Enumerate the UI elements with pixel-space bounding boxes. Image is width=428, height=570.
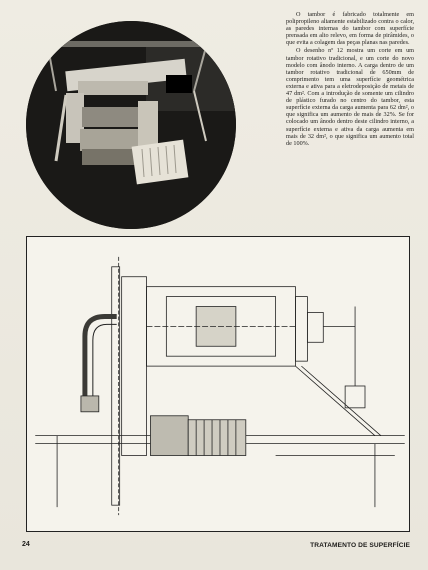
page-number: 24 [22,541,30,548]
barrel-photo-illustration [26,21,236,229]
article-paragraph-1: O tambor é fabricado totalmente em polipropileno altamente estabilizado contra o calor, as paredes internas do tambor com superfície prensada em alto relevo, em forma de pirâmides, o que evita a colagem das peças planas nas paredes. [286,11,414,47]
publication-name: TRATAMENTO DE SUPERFÍCIE [310,542,410,549]
barrel-cross-section-drawing [27,237,409,531]
article-text [286,11,414,147]
technical-drawing [26,236,410,532]
article-paragraph-2: O desenho nº 12 mostra um corte em um tambor rotativo tradicional, e um corte do novo modelo com ânodo interno. A carga dentro de um tambor rotativo tradicional de 650mm de comprimento tem uma superfície geométrica externa e ativa para a eletrodeposição de metais de 47 dm². Com a introdução de somente um cilindro de plástico furado no centro do tambor, esta superfície externa da carga aumenta para 62 dm², o que significa um aumento de mais de 32%. Se for colocado um ânodo dentro deste cilindro interno, a superfície externa e ativa da carga aumenta em mais de 32 dm², o que significa um aumento total de 100%. [286,47,414,147]
rotating-barrel-photo [26,21,236,229]
